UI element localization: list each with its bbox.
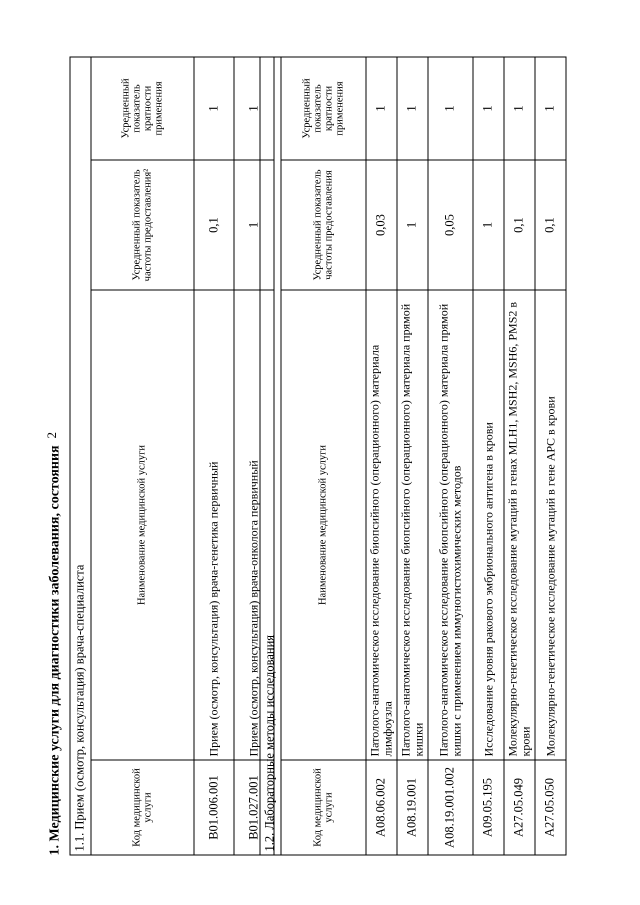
laboratory-table (260, 56, 567, 855)
header-name: Наименование медицинской услуги (281, 290, 366, 760)
frequency-value: 0,05 (428, 160, 473, 290)
service-code: A27.05.049 (504, 760, 535, 855)
service-name: Молекулярно-генетическое исследование мутаций в гене APC в крови (535, 290, 566, 760)
header-name: Наименование медицинской услуги (91, 290, 194, 760)
page-number: 2 (44, 432, 59, 439)
service-name: Молекулярно-генетическое исследование мутаций в генах MLH1, MSH2, MSH6, PMS2 в крови (504, 290, 535, 760)
table-row (504, 56, 535, 854)
multiplicity-value: 1 (366, 56, 397, 159)
service-name: Патолого-анатомическое исследование биопсийного (операционного) материала прямой кишки с применением иммуногистохимических методов (428, 290, 473, 760)
service-code: A08.19.001.002 (428, 760, 473, 855)
section-title: 1. Медицинские услуги для диагностики заболевания, состояния (47, 444, 63, 855)
rotated-page-content (48, 43, 593, 863)
service-code: A27.05.050 (535, 760, 566, 855)
service-name: Исследование уровня ракового эмбрионального антигена в крови (473, 290, 504, 760)
frequency-value: 0,1 (535, 160, 566, 290)
multiplicity-value: 1 (504, 56, 535, 159)
multiplicity-value: 1 (428, 56, 473, 159)
table-row (194, 56, 234, 854)
header-frequency: Усредненный показатель частоты предоставления (281, 160, 366, 290)
table-row (428, 56, 473, 854)
table-caption: 1.2. Лабораторные методы исследования (260, 56, 281, 854)
service-code: B01.027.001 (234, 760, 274, 855)
multiplicity-value: 1 (194, 56, 234, 159)
header-code: Код медицинской услуги (281, 760, 366, 855)
frequency-value: 1 (397, 160, 428, 290)
header-code: Код медицинской услуги (91, 760, 194, 855)
table-caption: 1.1. Прием (осмотр, консультация) врача-специалиста (70, 56, 91, 854)
frequency-value: 0,03 (366, 160, 397, 290)
multiplicity-value: 1 (473, 56, 504, 159)
header-multiplicity: Усредненный показатель кратности применения (91, 56, 194, 159)
service-code: B01.006.001 (194, 760, 234, 855)
service-name: Патолого-анатомическое исследование биопсийного (операционного) материала лимфоузла (366, 290, 397, 760)
multiplicity-value: 1 (397, 56, 428, 159)
service-name: Патолого-анатомическое исследование биопсийного (операционного) материала прямой кишки (397, 290, 428, 760)
frequency-value: 1 (473, 160, 504, 290)
multiplicity-value: 1 (234, 56, 274, 159)
frequency-value: 0,1 (504, 160, 535, 290)
service-code: A08.06.002 (366, 760, 397, 855)
service-name: Прием (осмотр, консультация) врача-генетика первичный (194, 290, 234, 760)
table-row (397, 56, 428, 854)
service-code: A08.19.001 (397, 760, 428, 855)
service-code: A09.05.195 (473, 760, 504, 855)
table-row (473, 56, 504, 854)
table-row (366, 56, 397, 854)
table-row (535, 56, 566, 854)
header-frequency: Усредненный показатель частоты предоставления² (91, 160, 194, 290)
service-name: Прием (осмотр, консультация) врача-онколога первичный (234, 290, 274, 760)
multiplicity-value: 1 (535, 56, 566, 159)
frequency-value: 0,1 (194, 160, 234, 290)
frequency-value: 1 (234, 160, 274, 290)
consultation-table (70, 56, 275, 855)
header-multiplicity: Усредненный показатель кратности применения (281, 56, 366, 159)
